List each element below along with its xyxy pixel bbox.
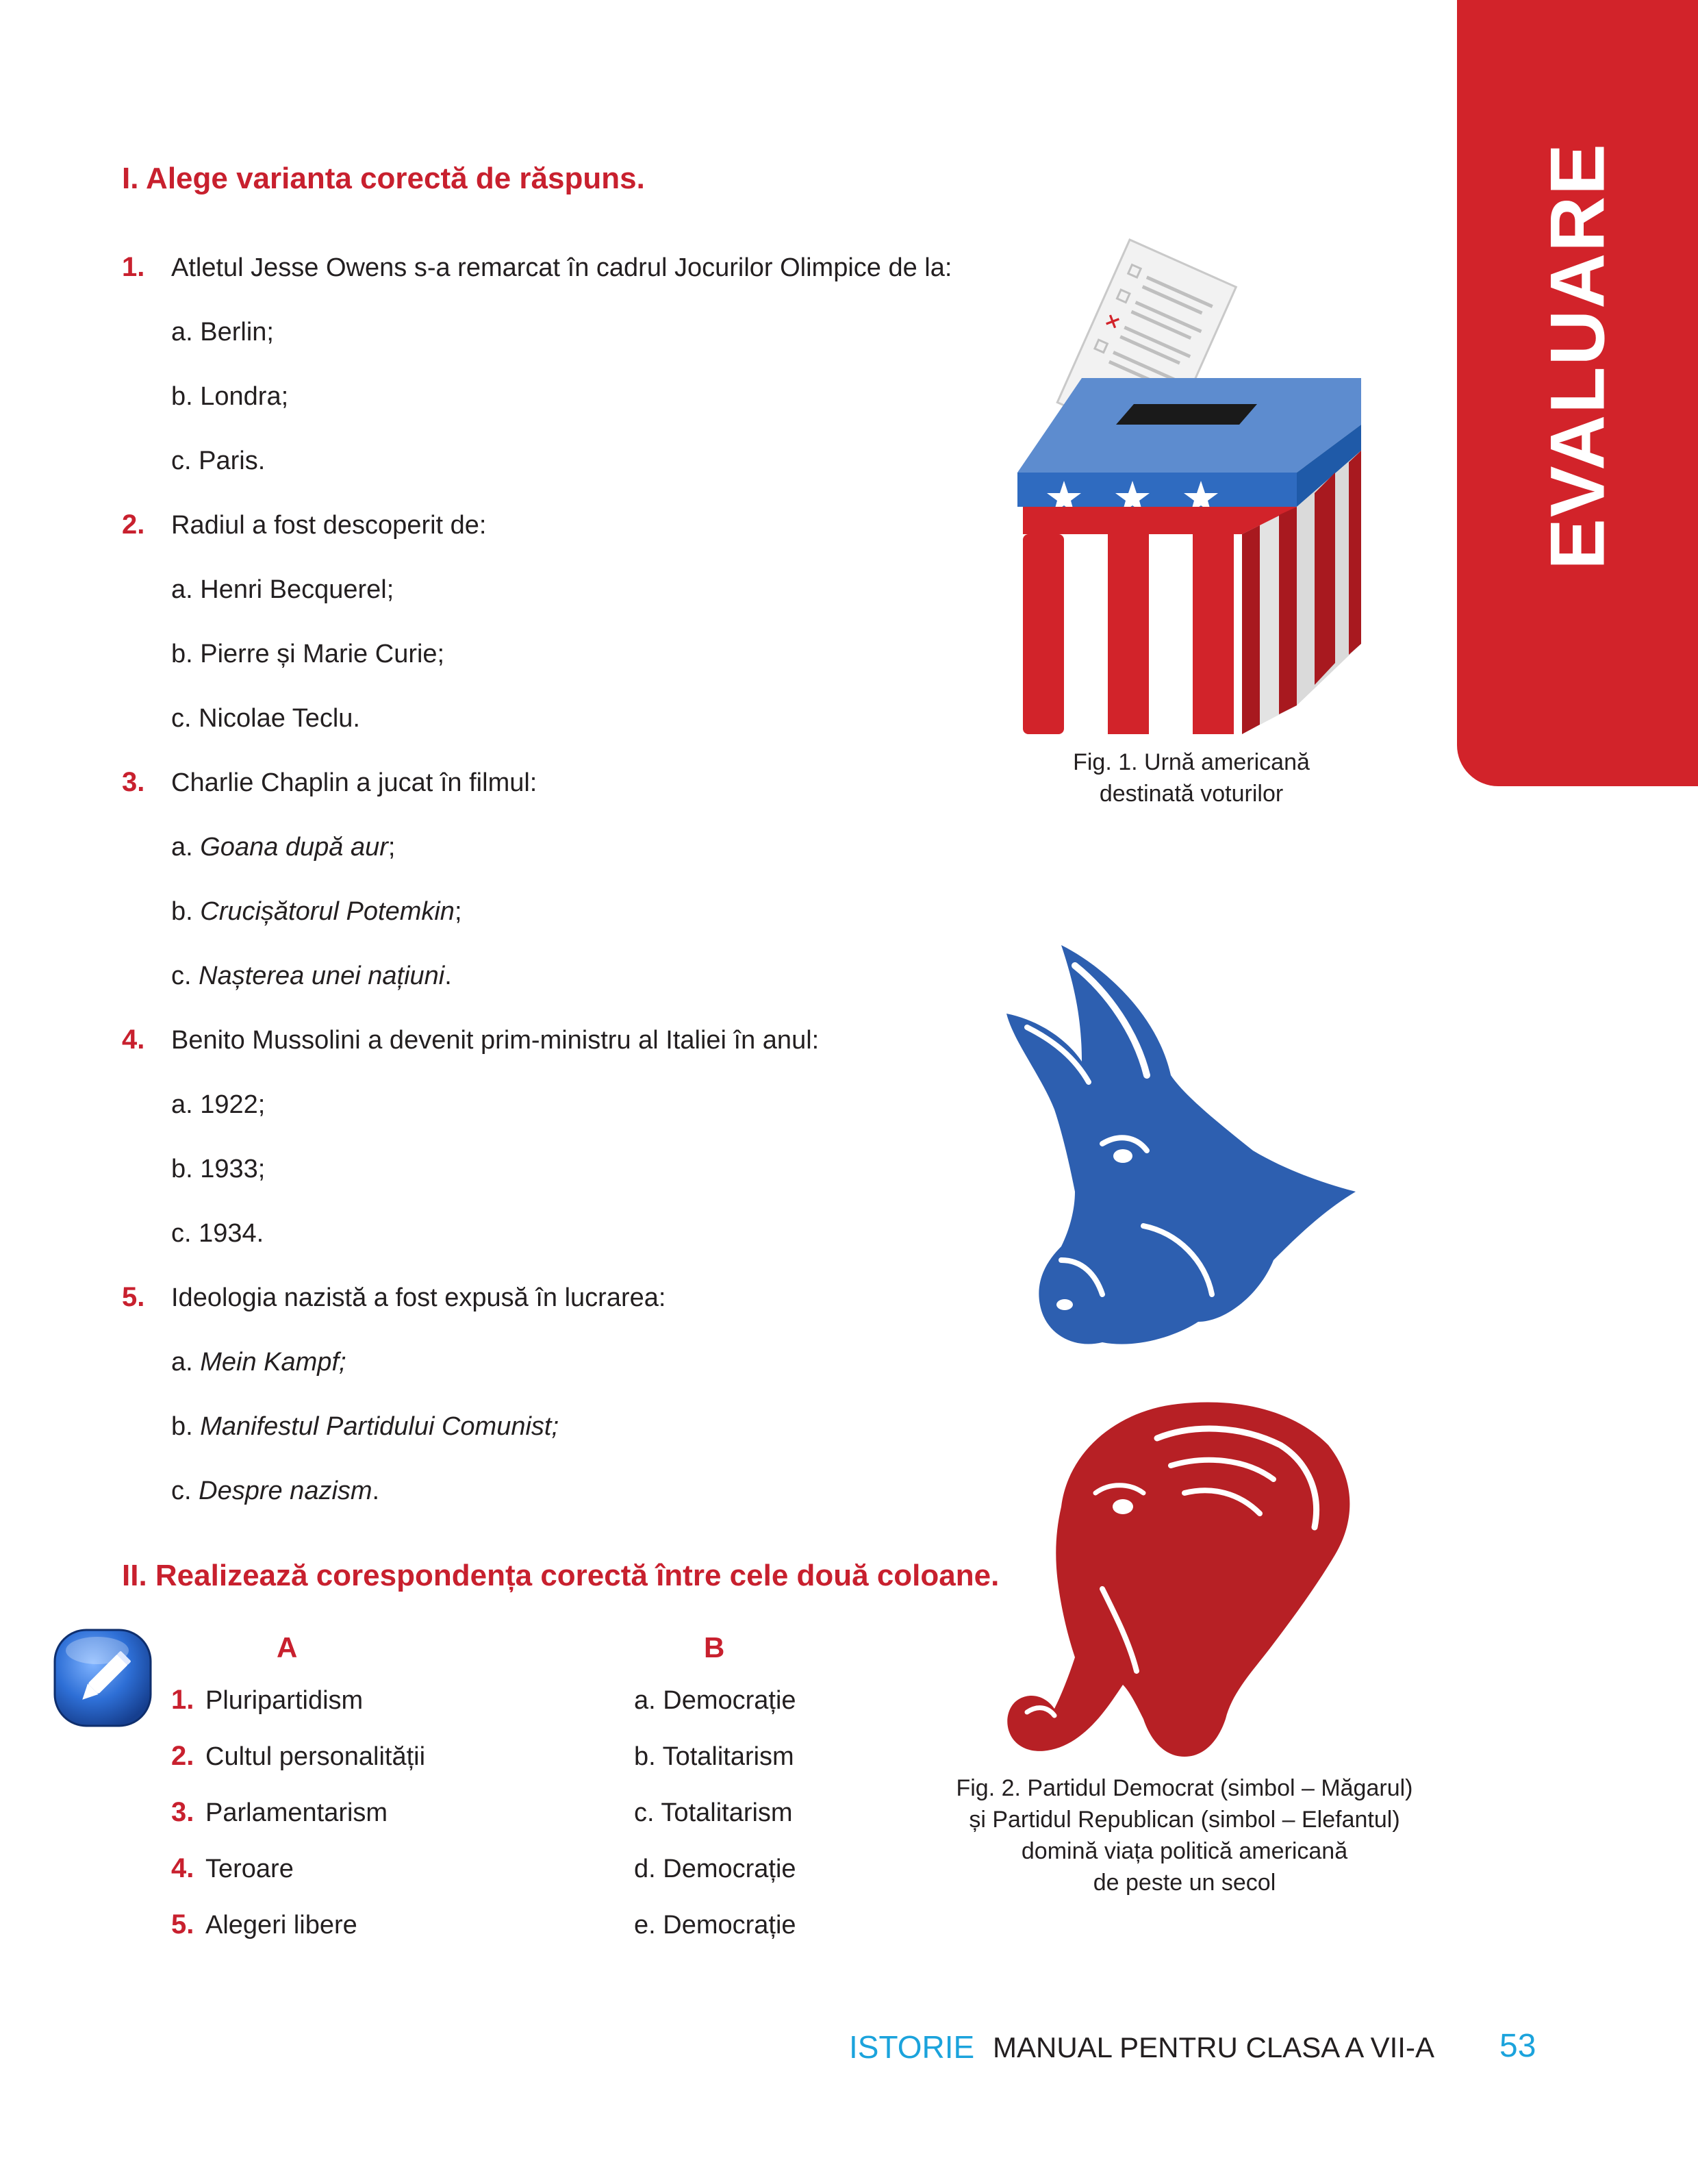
answer-option xyxy=(171,962,452,991)
option-title: Manifestul Partidului Comunist; xyxy=(200,1412,559,1441)
question-number: 4. xyxy=(122,1025,145,1055)
option-suffix: ; xyxy=(388,833,396,862)
side-tab-label: EVALUARE xyxy=(1534,142,1621,570)
answer-option: c. 1934. xyxy=(171,1219,264,1248)
figure2-caption xyxy=(890,1772,1479,1898)
column-a-header: A xyxy=(277,1631,298,1664)
answer-option: a. Henri Becquerel; xyxy=(171,575,394,604)
option-title: Nașterea unei națiuni xyxy=(199,962,445,990)
question-number: 1. xyxy=(122,252,145,282)
elephant-illustration xyxy=(1000,1383,1369,1767)
figure1-caption xyxy=(972,746,1410,809)
question-text: Atletul Jesse Owens s-a remarcat în cadrul Jocurilor Olimpice de la: xyxy=(171,253,952,282)
option-title: Goana după aur xyxy=(200,833,388,862)
left-item-text: Parlamentarism xyxy=(205,1798,388,1827)
right-item-text: c. Totalitarism xyxy=(634,1798,793,1827)
question-number: 3. xyxy=(122,767,145,797)
option-suffix: ; xyxy=(454,897,462,926)
option-prefix: c. xyxy=(171,1477,199,1505)
figure1-caption-line: destinată voturilor xyxy=(1099,781,1284,807)
answer-option: c. Nicolae Teclu. xyxy=(171,704,360,733)
option-title: Mein Kampf; xyxy=(200,1348,346,1377)
left-item-text: Cultul personalității xyxy=(205,1742,426,1771)
right-item-text: a. Democrație xyxy=(634,1686,796,1715)
left-item-text: Pluripartidism xyxy=(205,1686,364,1715)
answer-option xyxy=(171,1348,346,1377)
answer-option xyxy=(171,1412,559,1442)
option-suffix: . xyxy=(372,1477,380,1505)
answer-option: b. Londra; xyxy=(171,382,289,411)
figure2-caption-line: domină viața politică americană xyxy=(1021,1838,1348,1864)
option-prefix: c. xyxy=(171,962,199,990)
question-number: 2. xyxy=(122,510,145,540)
figure2-caption-line: Fig. 2. Partidul Democrat (simbol – Măgarul) xyxy=(956,1775,1413,1801)
question-text: Benito Mussolini a devenit prim-ministru al Italiei în anul: xyxy=(171,1026,820,1055)
answer-option: c. Paris. xyxy=(171,447,266,475)
left-item-text: Alegeri libere xyxy=(205,1911,357,1940)
left-item-number: 3. xyxy=(171,1797,194,1827)
question-text: Radiul a fost descoperit de: xyxy=(171,511,487,540)
option-prefix: b. xyxy=(171,897,201,926)
answer-option: a. 1922; xyxy=(171,1090,266,1119)
option-prefix: a. xyxy=(171,833,201,862)
footer-book-title: MANUAL PENTRU CLASA A VII-A xyxy=(993,2031,1434,2063)
option-suffix: . xyxy=(444,962,452,990)
question-text: Charlie Chaplin a jucat în filmul: xyxy=(171,768,537,797)
question-text: Ideologia nazistă a fost expusă în lucrarea: xyxy=(171,1283,666,1312)
answer-option: b. 1933; xyxy=(171,1155,266,1183)
column-b-header: B xyxy=(704,1631,725,1664)
answer-option: b. Pierre și Marie Curie; xyxy=(171,640,445,668)
left-item-number: 4. xyxy=(171,1853,194,1883)
right-item-text: e. Democrație xyxy=(634,1911,796,1940)
svg-text:×: × xyxy=(1100,307,1125,335)
left-item-number: 1. xyxy=(171,1685,194,1715)
figure2-caption-line: și Partidul Republican (simbol – Elefantul) xyxy=(969,1807,1400,1833)
option-prefix: a. xyxy=(171,1348,201,1377)
section1-title: I. Alege varianta corectă de răspuns. xyxy=(122,162,645,195)
donkey-illustration xyxy=(1000,938,1369,1363)
answer-option: a. Berlin; xyxy=(171,318,274,347)
answer-option xyxy=(171,1477,379,1506)
left-item-number: 2. xyxy=(171,1741,194,1771)
answer-option xyxy=(171,897,462,927)
left-item-text: Teroare xyxy=(205,1855,294,1883)
left-item-number: 5. xyxy=(171,1909,194,1940)
ballot-box-illustration xyxy=(1013,233,1369,740)
section2-title: II. Realizează corespondența corectă între cele două coloane. xyxy=(122,1559,1000,1592)
right-item-text: d. Democrație xyxy=(634,1855,796,1883)
option-title: Despre nazism xyxy=(199,1477,372,1505)
page-number: 53 xyxy=(1499,2028,1536,2064)
question-number: 5. xyxy=(122,1282,145,1312)
pencil-icon xyxy=(49,1624,156,1731)
answer-option xyxy=(171,833,395,862)
option-prefix: b. xyxy=(171,1412,201,1441)
figure2-caption-line: de peste un secol xyxy=(1093,1870,1276,1896)
footer-subject: ISTORIE xyxy=(849,2029,975,2065)
side-tab xyxy=(1457,0,1698,786)
figure1-caption-line: Fig. 1. Urnă americană xyxy=(1073,749,1310,775)
right-item-text: b. Totalitarism xyxy=(634,1742,794,1771)
option-title: Crucișătorul Potemkin xyxy=(200,897,455,926)
